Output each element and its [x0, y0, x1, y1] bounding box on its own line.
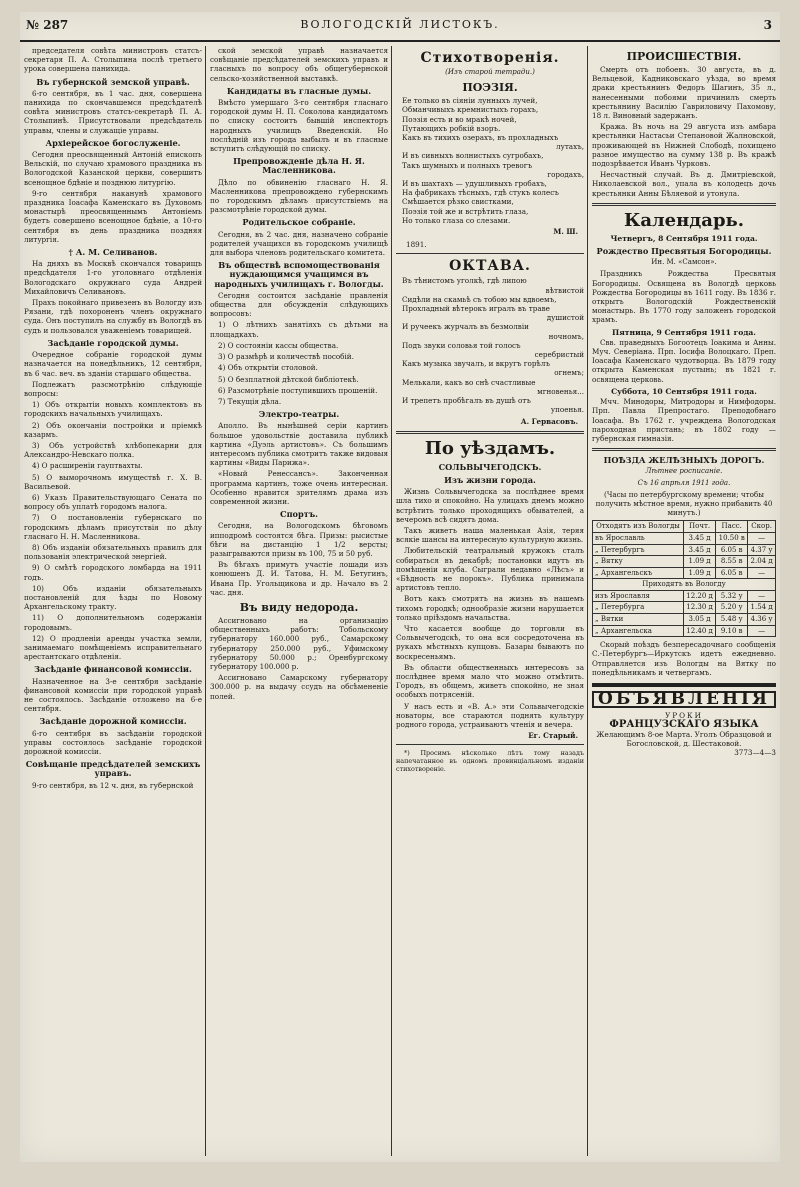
column-header: Скор. — [748, 521, 776, 533]
time-cell: 5.48 у — [716, 614, 748, 626]
poem-line: Такъ шумныхъ и полныхъ тревогъ — [402, 160, 533, 170]
time-cell: 5.32 у — [716, 590, 748, 602]
section-heading: Архіерейское богослуженіе. — [45, 137, 181, 148]
paragraph: «Новый Ренессансъ». Законченная программа картинъ, тоже очень интересная. Особенно нравится зрителямъ драма изъ современной жизни. — [210, 469, 388, 506]
list-item: 3) Объ устройствѣ хлѣбопекарни для Александро-Невскаго полка. — [24, 440, 202, 460]
list-item: 4) О расширеніи гауптвахты. — [32, 461, 143, 471]
newspaper-title: ВОЛОГОДСКІЙ ЛИСТОКЪ. — [300, 18, 500, 31]
station-cell: въ Ярославль — [593, 532, 684, 544]
poem-line: И въ шахтахъ — удушливыхъ гробахъ, — [402, 179, 547, 189]
table-row — [593, 556, 776, 568]
newspaper-page — [20, 12, 780, 1162]
paragraph: Жизнь Сольвычегодска за послѣднее время шла тихо и спокойно. На улицахъ днемъ можно встрѣтить только проходящихъ обывателей, а вечеромъ всѣ сидятъ дома. — [396, 487, 584, 524]
table-group-row — [593, 579, 776, 591]
poem-line: Обманчивыхъ кремнистыхъ горахъ, — [402, 105, 539, 115]
list-item: 5) О выморочномъ имуществѣ г. Х. В. Васильевой. — [24, 472, 202, 491]
time-cell: 3.45 д — [683, 544, 715, 556]
list-item: 5) О безплатной дѣтской библіотекѣ. — [218, 374, 359, 384]
time-cell: 12.30 д — [683, 602, 715, 614]
table-header-row — [593, 521, 776, 533]
poem-line: Какъ музыка звучалъ, и вкругъ горѣлъ — [402, 359, 550, 369]
poem-year: 1891. — [406, 240, 427, 250]
section-heading: По уѣздамъ. — [424, 437, 556, 459]
timetable-note: (Часы по петербургскому времени; чтобы получить мѣстное время, нужно прибавить 40 минутъ.) — [595, 489, 773, 518]
poems-subheading: (Изъ старой тетради.) — [445, 68, 535, 76]
ad-code: 3773—4—3 — [734, 748, 776, 758]
section-heading: Засѣданіе дорожной комиссіи. — [39, 716, 187, 727]
poem-line: Поэзія есть и во мракѣ ночей, — [402, 114, 517, 124]
time-cell: 1.09 д — [683, 567, 715, 579]
section-heading: Электро-театры. — [258, 409, 340, 420]
paragraph: У насъ есть и «В. А.» эти Сольвычегодскіе новаторы, все стараются поднять культуру родного города, устраиваютъ чтенія и вечера. — [396, 701, 584, 729]
table-row — [593, 590, 776, 602]
section-heading: Въ обществѣ вспомоществованія нуждающимся учащимся въ народныхъ училищахъ г. Вологды. — [214, 260, 384, 289]
poem-line: Сидѣли на скамьѣ съ тобою мы вдвоемъ, — [402, 294, 557, 304]
station-cell: „ Петербургъ — [593, 544, 684, 556]
column-rule — [205, 46, 206, 1156]
list-item: 6) Разсмотрѣніе поступившихъ прошеній. — [218, 385, 378, 395]
issue-number: № 287 — [26, 18, 69, 32]
time-cell: 6.05 в — [716, 544, 748, 556]
page-number: 3 — [763, 18, 772, 32]
poem-line: Какъ въ тихихъ озерахъ, въ прохладныхъ — [402, 133, 559, 143]
column-3 — [396, 46, 584, 1156]
station-cell: „ Вятку — [593, 556, 684, 568]
time-cell: — — [748, 532, 776, 544]
paragraph: Свв. праведныхъ Богоотецъ Іоакима и Анны. Муч. Северіана. Прп. Іосифа Волоцкаго. Преп. Іоасафа Каменскаго чудотворца. Въ 1879 году открыта Каменская пустынь; въ 1821 г. освящена церковь. — [592, 337, 776, 384]
time-cell: 8.55 в — [716, 556, 748, 568]
poem-line: упоенья. — [550, 405, 584, 415]
station-cell: „ Архангельскъ — [593, 567, 684, 579]
section-heading: Въ виду недорода. — [239, 600, 359, 614]
poem-line: Смѣшается рѣзко свистками, — [402, 197, 514, 207]
paragraph: Дѣло по обвиненію гласнаго Н. Я. Масленникова препровождено губернскимъ по городскимъ дѣламъ присутствіемъ на разсмотрѣніе городской думы. — [210, 177, 388, 215]
timetable-footnote: Скорый поѣздъ безпересадочнаго сообщенія С.-Петербургъ—Иркутскъ идетъ ежедневно. Отправляется изъ Вологды на Вятку по понедѣльникамъ и четвергамъ. — [592, 640, 776, 677]
paragraph: 6-го сентября, въ 1 час. дня, совершена панихида по скончавшемся предсѣдателѣ совѣта министровъ статсъ-секретарѣ П. А. Столыпинѣ. Присутствовали предсѣдатель управы, члены и служащіе управы. — [24, 88, 202, 135]
section-heading: Засѣданіе финансовой комиссіи. — [34, 664, 192, 675]
paragraph: 9-го сентября наканунѣ храмового праздника Іоасафа Каменскаго въ Духовомъ монастырѣ преосвященнымъ Антоніемъ будетъ совершено всенощное бдѣніе, а 10-го сентября въ день праздника поздняя литургія. — [24, 188, 202, 244]
list-item: 8) Объ изданіи обязательныхъ правилъ для пользованія электрической энергіей. — [24, 542, 202, 562]
town-heading: СОЛЬВЫЧЕГОДСКЪ. — [438, 461, 542, 472]
paragraph: Назначенное на 3-е сентября засѣданіе финансовой комиссіи при городской управѣ не состоялось. Засѣданіе отложено на 6-е сентября. — [24, 676, 202, 714]
column-header: Почт. — [683, 521, 715, 533]
list-item: 1) Объ открытіи новыхъ комплектовъ въ городскихъ начальныхъ училищахъ. — [24, 400, 202, 419]
poem-title: ПОЭЗІЯ. — [462, 81, 518, 95]
time-cell: 9.10 в — [716, 625, 748, 637]
paragraph: Вмѣсто умершаго 3-го сентября гласнаго городской думы Н. П. Соколова кандидатомъ по списку состоитъ бывшій инспекторъ народныхъ училищъ Введенскій. Но послѣдній изъ города выбылъ и въ гласные вступитъ слѣдующій по списку. — [210, 98, 388, 154]
poem-line: душистой — [546, 313, 584, 323]
time-cell: 3.05 д — [683, 614, 715, 626]
time-cell: 1.54 д — [748, 602, 776, 614]
ad-text: Желающимъ 8-ое Марта. Уголъ Образцовой и Богословской, д. Шестаковой. — [596, 729, 772, 748]
time-cell: — — [748, 590, 776, 602]
section-heading: ПРОИСШЕСТВІЯ. — [626, 50, 742, 63]
list-item: 11) О дополнительномъ содержаніи городовымъ. — [24, 613, 202, 632]
poem-line: И ручеекъ журчалъ въ безмолвіи — [402, 322, 529, 332]
poem-signature: М. Ш. — [553, 227, 578, 237]
page-header — [20, 12, 780, 42]
poem-line: Но только глаза со слезами. — [402, 215, 511, 225]
poem-line: И въ сивныхъ волнистыхъ сугробахъ, — [402, 151, 544, 161]
table-row — [593, 567, 776, 579]
poem-line: городахъ, — [547, 169, 584, 179]
time-cell: — — [748, 625, 776, 637]
calendar-heading: Календарь. — [623, 209, 745, 231]
poem-line: вѣтвистой — [545, 285, 584, 295]
calendar-date: Четвергъ, 8 Сентября 1911 года. — [610, 233, 758, 243]
column-2 — [210, 46, 388, 1156]
divider — [592, 203, 776, 206]
table-row — [593, 614, 776, 626]
poem-signature: А. Гервасовъ. — [520, 416, 578, 426]
timetable-subheading: Лѣтнее росписаніе. — [645, 467, 723, 476]
table-row — [593, 532, 776, 544]
divider — [396, 744, 584, 745]
paragraph: Въ области общественныхъ интересовъ за послѣднее время мало что можно отмѣтить. Городъ, въ общемъ, живетъ спокойно, не зная особыхъ потрясеній. — [396, 662, 584, 700]
time-cell: 12.40 д — [683, 625, 715, 637]
paragraph: 6-го сентября въ засѣданіи городской управы состоялось засѣданіе городской дорожной комиссіи. — [24, 728, 202, 757]
paragraph: Кража. Въ ночь на 29 августа изъ амбара крестьянки Настасьи Степановой Жалновской, проживающей въ Нижней Слободѣ, похищено разное имущество на сумму 138 р. Въ кражѣ подозрѣвается Иванъ Чурковъ. — [592, 122, 776, 169]
list-item: 12) О продленіи аренды участка земли, занимаемаго помѣщеніемъ исправительнаго арестантскаго отдѣленія. — [24, 633, 202, 662]
station-cell: „ Вятки — [593, 614, 684, 626]
column-header: Пасс. — [716, 521, 748, 533]
poem-line: Прохладный вѣтерокъ игралъ въ траве — [402, 304, 550, 314]
column-rule — [587, 46, 588, 1156]
section-heading: Препровожденіе дѣла Н. Я. Масленникова. — [233, 156, 365, 176]
subsection-heading: Изъ жизни города. — [444, 474, 536, 485]
calendar-date: Суббота, 10 Сентября 1911 года. — [611, 386, 757, 396]
column-rule — [391, 46, 392, 1156]
ad-heading: УРОКИ — [665, 711, 703, 721]
station-cell: „ Архангельска — [593, 625, 684, 637]
poem-line: серебристый — [534, 350, 584, 360]
time-cell: 5.20 у — [716, 602, 748, 614]
paragraph: Что касается вообще до торговли въ Сольвычегодскѣ, то она вся сосредоточена въ рукахъ мѣстныхъ купцовъ. Базары бываютъ по воскресеньямъ. — [396, 623, 584, 661]
list-item: 9) О смѣтѣ городского ломбарда на 1911 годъ. — [24, 563, 202, 582]
time-cell: 4.37 у — [748, 544, 776, 556]
calendar-note: Ин. М. «Самсон». — [651, 258, 717, 267]
paragraph: Аполло. Въ нынѣшней серіи картинъ большое удовольствіе доставила публикѣ картина «Дуэль артистовъ». Съ большимъ интересомъ публика смотритъ также видовыя картины «Виды Парижа». — [210, 421, 388, 468]
divider — [396, 431, 584, 434]
paragraph: Вотъ какъ смотрятъ на жизнь въ нашемъ тихомъ городкѣ; однообразіе жизни нарушается только пріѣздомъ начальства. — [396, 594, 584, 622]
poem-body — [396, 96, 584, 225]
poem-line: На фабрикахъ тѣсныхъ, гдѣ стукъ колесъ — [402, 188, 559, 198]
time-cell: — — [748, 567, 776, 579]
paragraph: Очередное собраніе городской думы назначается на понедѣльникъ, 12 сентября, въ 6 час. веч. въ зданіи старшаго общества. — [24, 350, 202, 378]
section-heading: Засѣданіе городской думы. — [47, 337, 179, 348]
list-item: 10) Объ изданіи обязательныхъ постановленій для ѣзды по Новому Архангельскому тракту. — [24, 583, 202, 612]
list-item: 2) О состояніи кассы общества. — [218, 340, 339, 350]
poem-line: Поэзія той же и встрѣтить глаза, — [402, 206, 529, 216]
column-1 — [24, 46, 202, 1156]
calendar-date: Пятница, 9 Сентября 1911 года. — [612, 327, 756, 337]
poem-line: огнемъ; — [554, 368, 584, 378]
section-heading: Совѣщаніе предсѣдателей земскихъ управъ. — [25, 759, 201, 779]
table-row — [593, 602, 776, 614]
time-cell: 3.45 д — [683, 532, 715, 544]
paragraph: Любительскій театральный кружокъ сталъ собираться въ декабрѣ; постановки идутъ въ помѣщеніи клуба. Сыграли недавно «Лѣсъ» и «Бѣдность не порокъ». Публика принимала артистовъ тепло. — [396, 546, 584, 593]
paragraph: Мчч. Минодоры, Митродоры и Нимфодоры. Прп. Павла Препростаго. Преподобнаго Іоасафа. Въ 1762 г. учреждена Вологодская пароходная пристань; въ 1802 году — губернская гимназія. — [592, 397, 776, 443]
paragraph: На дняхъ въ Москвѣ скончался товарищъ предсѣдателя 1-го уголовнаго отдѣленія Вологодскаго окружнаго суда Андрей Михайловичъ Селивановъ. — [24, 259, 202, 296]
paragraph: Сегодня, въ 2 час. дня, назначено собраніе родителей учащихся въ городскомъ училищѣ для выбора членовъ родительскаго комитета. — [210, 229, 388, 258]
paragraph: Подлежатъ разсмотрѣнію слѣдующіе вопросы: — [24, 379, 202, 398]
section-heading: ПОѢЗДА ЖЕЛѢЗНЫХЪ ДОРОГЪ. — [603, 455, 765, 466]
list-item: 3) О размѣрѣ и количествѣ пособій. — [218, 352, 354, 362]
footnote: *) Просимъ нѣсколько лѣтъ тому назадъ напечатанное въ одномъ провинціальномъ изданіи стихотвореніе. — [396, 749, 584, 774]
paragraph: Ассигновано Самарскому губернатору 300.000 р. на выдачу ссудъ на обсѣмененіе полей. — [210, 673, 388, 701]
time-cell: 12.20 д — [683, 590, 715, 602]
paragraph: Праздникъ Рождества Пресвятыя Богородицы. Освящена въ Вологдѣ церковь Рождества Богородицы въ 1611 году. Въ 1836 г. открытъ Вологодскій Рождественскій монастырь. Въ 1770 году заложенъ городской храмъ. — [592, 269, 776, 325]
paragraph: Сегодня состоится засѣданіе правленія общества для обсужденія слѣдующихъ вопросовъ: — [210, 290, 388, 319]
list-item: 6) Указъ Правительствующаго Сената по вопросу объ уплатѣ городомъ налога. — [24, 492, 202, 512]
poems-heading: Стихотворенія. — [420, 50, 560, 66]
list-item: 1) О лѣтнихъ занятіяхъ съ дѣтьми на площадкахъ. — [210, 320, 388, 339]
poem-line: Въ тѣнистомъ уголкѣ, гдѣ липою — [402, 276, 527, 286]
list-item: 2) Объ окончаніи постройки и пріемкѣ казармъ. — [24, 420, 202, 439]
time-cell: 1.09 д — [683, 556, 715, 568]
paragraph: Въ бѣгахъ примутъ участіе лошади изъ конюшенъ Д. И. Татова, Н. М. Бетугинъ, Ивана Пр. Угольщикова и др. Начало въ 2 час. дня. — [210, 560, 388, 597]
section-heading: Родительское собраніе. — [242, 217, 356, 228]
group-label: Приходятъ въ Вологду — [593, 579, 776, 591]
paragraph: ской земской управѣ назначается совѣщаніе предсѣдателей земскихъ управъ и гласныхъ по вопросу объ общегубернской сельско-хозяйственной выставкѣ. — [210, 46, 388, 83]
poem-body — [396, 276, 584, 414]
list-item: 7) Текущія дѣла. — [218, 396, 282, 406]
ads-banner: ОБЪЯВЛЕНІЯ — [592, 691, 776, 708]
section-heading: Въ губернской земской управѣ. — [36, 76, 190, 87]
list-item: 4) Объ открытіи столовой. — [218, 363, 318, 373]
paragraph: председателя совѣта министровъ статсъ-секретаря П. А. Столыпина послѣ третьего урока совершена панихида. — [24, 46, 202, 74]
divider — [396, 253, 584, 254]
table-row — [593, 625, 776, 637]
section-heading: Кандидаты въ гласные думы. — [226, 85, 372, 96]
paragraph: Несчастный случай. Въ д. Дмитріевской, Николаевской вол., упала въ колодецъ дочь крестьянки Анны Бѣляевой и утонула. — [592, 170, 776, 198]
poem-line: мгновенья... — [537, 386, 584, 396]
paragraph: Такъ живетъ наша маленькая Азія, теряя всякіе шансы на интересную культурную жизнь. — [396, 525, 584, 545]
poem-line: Путающихъ робкій взоръ. — [402, 123, 501, 133]
paragraph: 9-го сентября, въ 12 ч. дня, въ губернской — [32, 780, 194, 790]
time-cell: 6.05 в — [716, 567, 748, 579]
column-header: Отходятъ изъ Вологды — [593, 521, 684, 533]
poem-line: Мелькали, какъ во снѣ счастливые — [402, 377, 536, 387]
time-cell: 2.04 д — [748, 556, 776, 568]
paragraph: Ассигновано на организацію общественныхъ работъ: Тобольскому губернатору 160.000 руб., Самарскому губернатору 250.000 руб., Уфимскому губернатору 50.000 р.; Оренбургскому губернатору 100.000 р. — [210, 615, 388, 671]
column-4 — [592, 46, 776, 1156]
ads-section — [592, 683, 776, 757]
poem-line: И трепетъ пробѣгалъ въ душѣ отъ — [402, 396, 531, 406]
poem-line: Ее только въ сіяніи лунныхъ лучей, — [402, 96, 538, 106]
ad-title: ФРАНЦУЗСКАГО ЯЗЫКА — [609, 719, 759, 731]
divider — [592, 448, 776, 451]
station-cell: изъ Ярославля — [593, 590, 684, 602]
poem-line: Подъ звуки соловья той голосъ — [402, 340, 521, 350]
timetable-date: Съ 16 апрѣля 1911 года. — [637, 478, 731, 487]
section-heading: Спортъ. — [280, 509, 318, 520]
paragraph: Сегодня, на Вологодскомъ бѣговомъ ипподромѣ состоятся бѣга. Призы: рысистые бѣги на дистанцію 1 1/2 версты; разыгрываются призы въ 100, 75 и 50 руб. — [210, 521, 388, 558]
station-cell: „ Петербурга — [593, 602, 684, 614]
section-heading: † А. М. Селиванов. — [68, 247, 158, 258]
poem-line: лутахъ, — [556, 142, 584, 152]
feast-heading: Рождество Пресвятыя Богородицы. — [596, 246, 772, 257]
poem-line: ночномъ, — [548, 331, 584, 341]
paragraph: Прахъ покойнаго привезенъ въ Вологду изъ Рязани, гдѣ похороненъ членъ окружнаго суда. Онъ поступилъ на службу въ Вологдѣ въ судъ и пользовался уваженіемъ товарищей. — [24, 298, 202, 335]
time-cell: 10.50 в — [716, 532, 748, 544]
train-timetable — [592, 520, 776, 637]
article-signature: Ег. Старый. — [528, 731, 578, 741]
time-cell: 4.36 у — [748, 614, 776, 626]
list-item: 7) О постановленіи губернскаго по городскимъ дѣламъ присутствія по дѣлу гласнаго Н. Н. Масленникова. — [24, 513, 202, 541]
paragraph: Смерть отъ побоевъ. 30 августа, въ д. Вельцевой, Кадниковскаго уѣзда, во время драки крестьянинъ Федоръ Шагинъ, 35 л., нанесенными побоями причинилъ смерть крестьянину Василію Гавриловичу Пахомову, 18 л. Виновный задержанъ. — [592, 65, 776, 121]
table-row — [593, 544, 776, 556]
paragraph: Сегодня преосвященный Антоній епископъ Вельскій, по случаю храмового праздника въ Вологодской Казанской церкви, совершитъ всенощное бдѣніе и позднюю литургію. — [24, 150, 202, 187]
poem-title: ОКТАВА. — [449, 258, 531, 275]
